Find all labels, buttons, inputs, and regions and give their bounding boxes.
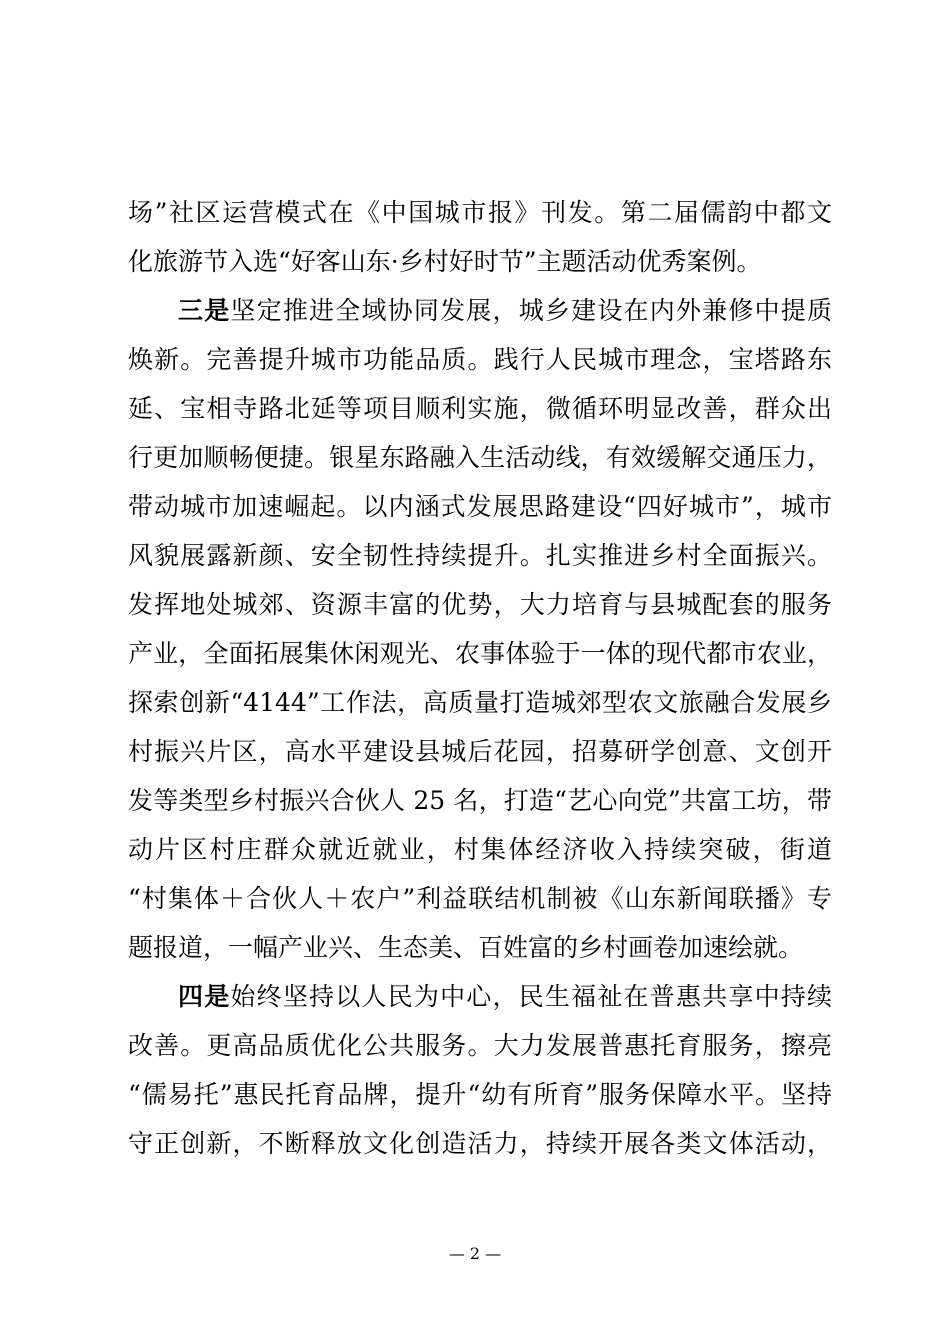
text-line: 改善。更高品质优化公共服务。大力发展普惠托育服务，擦亮 [128, 1031, 832, 1060]
text-line: 守正创新，不断释放文化创造活力，持续开展各类文体活动， [128, 1129, 832, 1158]
text-line: 场”社区运营模式在《中国城市报》刊发。第二届儒韵中都文 [128, 198, 832, 227]
page-number: — 2 — [448, 1244, 502, 1263]
text-line: 村振兴片区，高水平建设县城后花园，招募研学创意、文创开 [128, 737, 832, 766]
text-line: 焕新。完善提升城市功能品质。践行人民城市理念，宝塔路东 [128, 345, 832, 374]
text-line: 发等类型乡村振兴合伙人 25 名，打造“艺心向党”共富工坊，带 [128, 786, 832, 815]
paragraph-1 [128, 188, 832, 286]
text-line: 行更加顺畅便捷。银星东路融入生活动线，有效缓解交通压力， [128, 443, 832, 472]
text-line [128, 972, 832, 1021]
text-line: 动片区村庄群众就近就业，村集体经济收入持续突破，街道 [128, 835, 832, 864]
text-line: 化旅游节入选“好客山东·乡村好时节”主题活动优秀案例。 [128, 247, 762, 276]
paragraph-first-line: 始终坚持以人民为中心，民生福祉在普惠共享中持续 [230, 982, 832, 1011]
text-line: “儒易托”惠民托育品牌，提升“幼有所育”服务保障水平。坚持 [128, 1080, 832, 1109]
text-line: 产业，全面拓展集休闲观光、农事体验于一体的现代都市农业， [128, 639, 832, 668]
text-line: 探索创新“4144”工作法，高质量打造城郊型农文旅融合发展乡 [128, 688, 832, 717]
paragraph-lead: 三是 [178, 296, 231, 325]
text-line: “村集体＋合伙人＋农户”利益联结机制被《山东新闻联播》专 [128, 884, 832, 913]
text-line: 带动城市加速崛起。以内涵式发展思路建设“四好城市”，城市 [128, 492, 832, 521]
paragraph-first-line: 坚定推进全域协同发展，城乡建设在内外兼修中提质 [230, 296, 832, 325]
paragraph-lead: 四是 [178, 982, 231, 1011]
text-line: 风貌展露新颜、安全韧性持续提升。扎实推进乡村全面振兴。 [128, 541, 832, 570]
text-line: 题报道，一幅产业兴、生态美、百姓富的乡村画卷加速绘就。 [128, 933, 804, 962]
paragraph-2 [128, 286, 832, 972]
text-line: 延、宝相寺路北延等项目顺利实施，微循环明显改善，群众出 [128, 394, 832, 423]
text-line [128, 286, 832, 335]
paragraph-3 [128, 972, 832, 1168]
text-line: 发挥地处城郊、资源丰富的优势，大力培育与县城配套的服务 [128, 590, 832, 619]
document-body [128, 188, 832, 1168]
